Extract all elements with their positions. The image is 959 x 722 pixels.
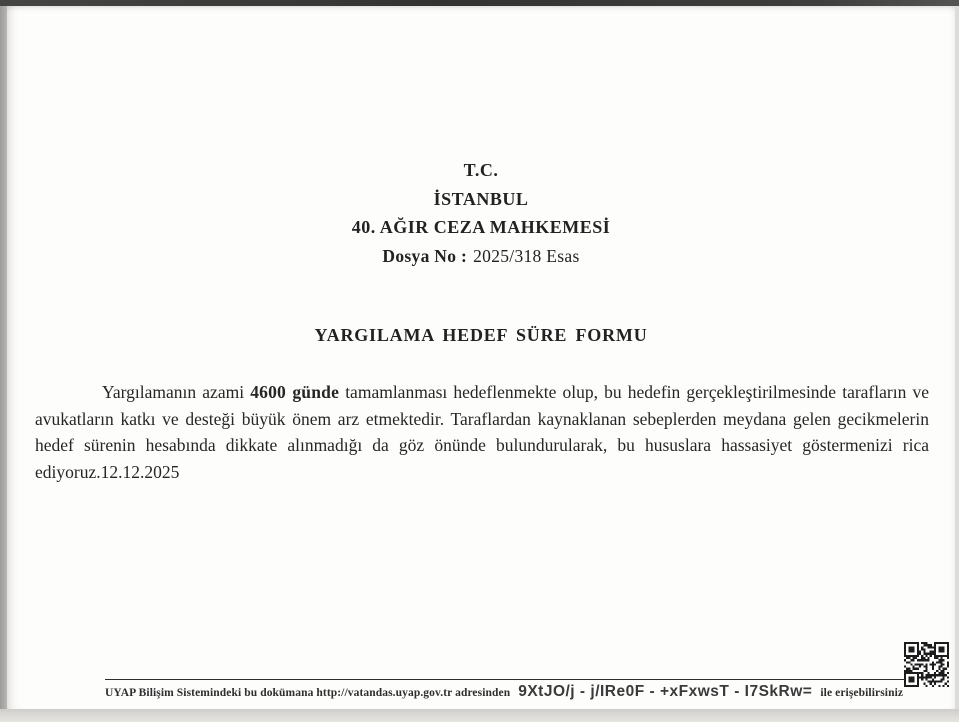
scan-edge-right	[955, 6, 959, 710]
header-city: İSTANBUL	[433, 188, 529, 209]
case-number-value: 2025/318 Esas	[473, 245, 580, 266]
case-number-label: Dosya No :	[382, 245, 468, 266]
body-text-rest: tamamlanması hedeflenmekte olup, bu hedefin gerçekleştirilmesinde tarafların ve avukatların katkı ve desteği büyük önem arz etmektedir. Taraflardan kaynaklanan sebeplerden meydana gelen gecikmelerin hedef sürenin hesabında dikkate alınmadığı da göz önünde bulundurularak, bu hususlara hassasiyet göstermenizi rica ediyoruz.	[35, 382, 929, 482]
document-title: YARGILAMA HEDEF SÜRE FORMU	[314, 325, 648, 345]
document-header	[7, 156, 955, 270]
footer-verification-code: 9XtJO/j - j/IRe0F - +xFxwsT - I7SkRw=	[518, 683, 813, 700]
header-tc: T.C.	[463, 160, 499, 180]
qr-code-icon	[904, 640, 949, 689]
document-page	[7, 5, 955, 709]
target-duration: 4600 günde	[250, 382, 340, 402]
scan-edge-top	[0, 0, 959, 6]
document-date: 12.12.2025	[100, 461, 180, 482]
case-number-line	[7, 242, 955, 271]
footer-suffix-text: ile erişebilirsiniz	[820, 687, 904, 699]
footer-access-text: UYAP Bilişim Sistemindeki bu dokümana http://vatandas.uyap.gov.tr adresinden	[105, 687, 511, 699]
scan-edge-left	[0, 4, 7, 710]
document-footer	[105, 679, 905, 701]
body-paragraph	[35, 379, 929, 485]
body-text-start: Yargılamanın azami	[102, 382, 251, 402]
scan-edge-bottom	[0, 709, 959, 722]
header-court: 40. AĞIR CEZA MAHKEMESİ	[351, 217, 611, 237]
